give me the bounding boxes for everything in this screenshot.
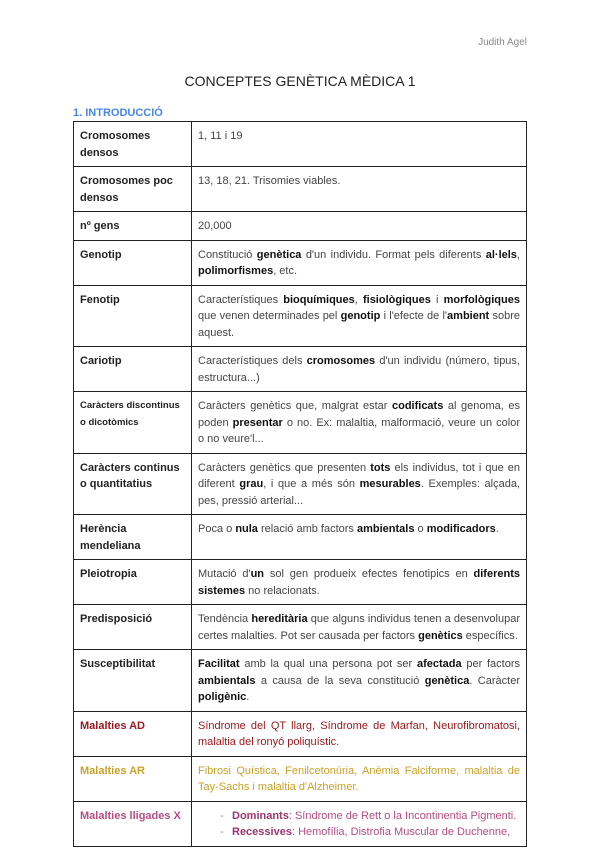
text-segment: per factors	[461, 658, 520, 670]
text-segment: específics.	[462, 629, 518, 642]
page-header-author: Judith Agel	[478, 37, 527, 48]
bold-term: nula	[235, 523, 258, 535]
bold-term: ambientals	[356, 523, 415, 535]
text-segment: 20,000	[198, 220, 232, 232]
definition-cell	[192, 392, 527, 454]
text-segment: 1, 11 i 19	[198, 130, 243, 142]
bold-term: tots	[370, 461, 391, 474]
definition-cell	[192, 605, 527, 650]
text-segment: Fibrosi Quística, Fenilcetonúria, Anèmia Falciforme, malaltia de Tay-Sachs i malaltia d'Alzheimer.	[198, 764, 520, 793]
bold-term: ambient	[447, 310, 490, 322]
text-segment: que alguns individus tenen a desenvolupar certes malalties. Pot ser causada per factors	[198, 613, 520, 642]
term-cell: Pleiotropia	[74, 560, 192, 605]
bold-term: modificadors	[426, 523, 496, 535]
definition-cell	[192, 560, 527, 605]
term-cell: Caràcters continus o quantitatius	[74, 453, 192, 515]
definition-cell	[192, 240, 527, 285]
term-cell: Cromosomes poc densos	[74, 167, 192, 212]
definition-cell	[192, 650, 527, 712]
bold-term: afectada	[416, 658, 462, 670]
term-cell: Cromosomes densos	[74, 122, 192, 167]
text-segment: i	[430, 293, 444, 306]
definition-cell	[192, 801, 527, 846]
bold-term: polimorfismes	[198, 265, 274, 277]
table-row	[74, 650, 527, 712]
term-cell: Herència mendeliana	[74, 515, 192, 560]
term-cell: Susceptibilitat	[74, 650, 192, 712]
bold-term: Dominants	[232, 809, 289, 822]
text-segment: d'un individu (número, tipus, estructura...)	[198, 355, 520, 384]
bold-term: mesurables	[359, 478, 421, 490]
text-segment: Característiques dels	[198, 355, 307, 367]
text-segment: : Síndrome de Rett o la Incontinentia Pigmenti.	[288, 809, 517, 822]
text-segment: . Exemples: alçada, pes, pressió arterial...	[198, 478, 521, 507]
text-segment: Poca o	[198, 523, 236, 535]
bold-term: Facilitat	[198, 658, 240, 670]
table-row	[74, 801, 527, 846]
term-cell: Cariotip	[74, 347, 192, 392]
bold-term: poligènic	[198, 691, 247, 703]
concepts-table	[73, 121, 527, 847]
table-row	[74, 453, 527, 515]
definition-cell	[192, 212, 527, 241]
term-cell: Malalties AR	[74, 756, 192, 801]
text-segment: Característiques	[198, 293, 284, 306]
section-heading: 1. INTRODUCCIÓ	[73, 107, 163, 119]
bold-term: ambientals	[198, 674, 256, 687]
text-segment: no relacionats.	[245, 584, 320, 597]
term-cell: Predisposició	[74, 605, 192, 650]
table-row	[74, 756, 527, 801]
table-row	[74, 285, 527, 347]
text-segment: d'un individu. Format pels diferents	[301, 248, 486, 261]
term-cell: Fenotip	[74, 285, 192, 347]
table-row	[74, 392, 527, 454]
text-segment: Síndrome del QT llarg, Síndrome de Marfan, Neurofibromatosi, malaltia del ronyó poliquístic.	[198, 719, 520, 748]
bold-term: bioquímiques	[283, 293, 355, 306]
definition-cell	[192, 453, 527, 515]
text-segment: .	[495, 523, 499, 535]
bold-term: genètics	[418, 629, 463, 642]
definition-cell	[192, 122, 527, 167]
bold-term: fisiològiques	[362, 293, 431, 306]
definition-cell	[192, 711, 527, 756]
text-segment: Caràcters genètics que, malgrat estar	[198, 400, 392, 412]
text-segment: sol gen produeix efectes fenotipics en	[264, 568, 474, 580]
bold-term: grau	[239, 478, 264, 490]
text-segment: 13, 18, 21. Trisomies viables.	[198, 175, 341, 187]
text-segment: relació amb factors	[257, 523, 357, 535]
bold-term: Recessives	[232, 826, 292, 838]
bold-term: hereditària	[251, 613, 308, 625]
text-segment: i l'efecte de l'	[380, 310, 448, 322]
list-item	[220, 824, 520, 841]
definition-cell	[192, 167, 527, 212]
bold-term: genètica	[424, 674, 470, 687]
text-segment: sobre aquest.	[198, 310, 520, 339]
term-cell: Malalties AD	[74, 711, 192, 756]
text-segment: , i que a més són	[263, 478, 360, 490]
definition-cell	[192, 756, 527, 801]
text-segment: o	[414, 523, 427, 535]
bold-term: codificats	[391, 400, 444, 412]
term-cell: Genotip	[74, 240, 192, 285]
bold-term: diferents sistemes	[198, 568, 520, 597]
text-segment: o no. Ex: malaltia, malformació, veure un color o no veure'l...	[198, 416, 520, 445]
text-segment: . Caràcter	[469, 674, 520, 687]
text-segment: , etc.	[273, 265, 298, 277]
text-segment: al genoma, es poden	[198, 400, 520, 429]
table-row	[74, 167, 527, 212]
definition-cell	[192, 515, 527, 560]
table-row	[74, 240, 527, 285]
term-cell: Malalties lligades X	[74, 801, 192, 846]
text-segment: Tendència	[198, 613, 252, 625]
bold-term: presentar	[232, 416, 283, 429]
list-item	[220, 808, 520, 825]
bold-term: genotip	[340, 310, 381, 322]
bold-term: genètica	[256, 248, 302, 261]
text-segment: els individus, tot i que en diferent	[198, 461, 520, 490]
table-row	[74, 347, 527, 392]
text-segment: a causa de la seva constitució	[255, 674, 425, 687]
text-segment: .	[246, 691, 250, 703]
table-row	[74, 122, 527, 167]
table-row	[74, 605, 527, 650]
definition-cell	[192, 347, 527, 392]
bullet-list	[198, 808, 520, 841]
table-row	[74, 515, 527, 560]
text-segment: : Hemofília, Distrofia Muscular de Duchenne,	[291, 826, 511, 838]
bold-term: cromosomes	[306, 355, 376, 367]
text-segment: Mutació d'	[198, 568, 251, 580]
text-segment: que venen determinades pel	[198, 310, 341, 322]
text-segment: Constitució	[198, 248, 257, 261]
table-row	[74, 711, 527, 756]
definition-cell	[192, 285, 527, 347]
text-segment: ,	[516, 248, 520, 261]
table-row	[74, 560, 527, 605]
table-row	[74, 212, 527, 241]
term-cell: nº gens	[74, 212, 192, 241]
bold-term: al·lels	[485, 248, 517, 261]
text-segment: ,	[354, 293, 363, 306]
bold-term: un	[250, 568, 265, 580]
text-segment: amb la qual una persona pot ser	[239, 658, 417, 670]
term-cell: Caràcters discontinus o dicotòmics	[74, 392, 192, 454]
text-segment: Caràcters genètics que presenten	[198, 461, 371, 474]
bold-term: morfològiques	[443, 293, 520, 306]
document-title: CONCEPTES GENÈTICA MÈDICA 1	[184, 73, 416, 89]
